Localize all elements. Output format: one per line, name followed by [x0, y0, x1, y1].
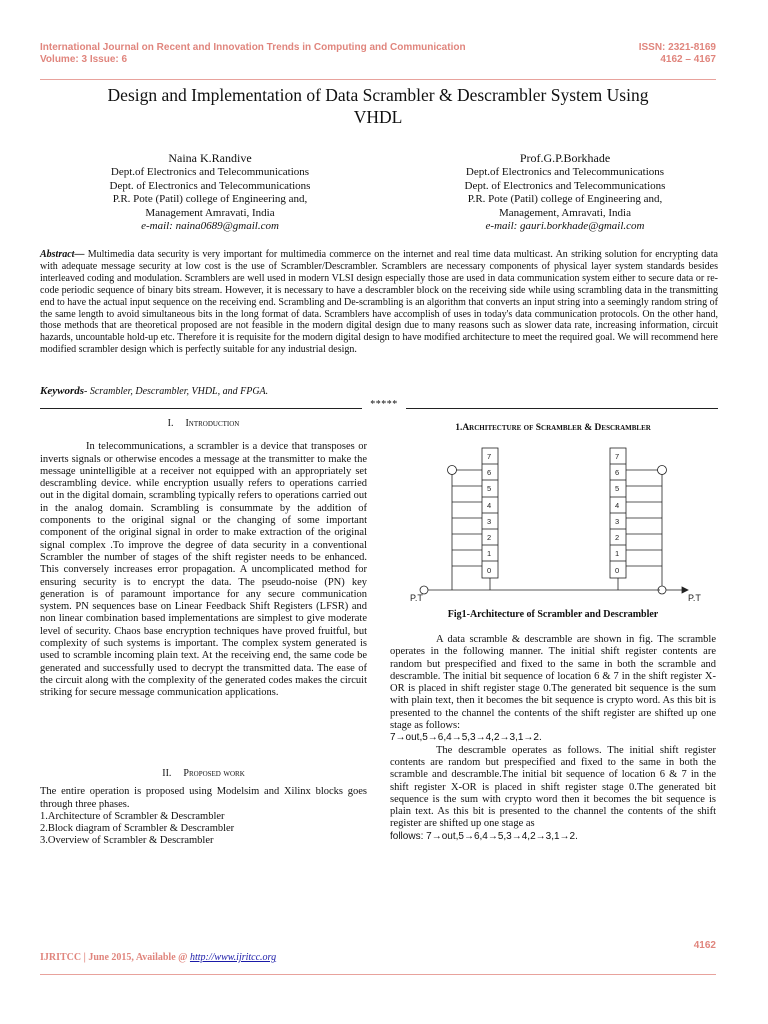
stage-label: 0	[487, 566, 492, 575]
footer-divider	[40, 974, 716, 975]
author-dept: Dept.of Electronics and Telecommunications	[110, 166, 310, 178]
author-college: Management Amravati, India	[145, 206, 275, 219]
proposed-work-intro: The entire operation is proposed using Modelsim and Xilinx blocks goes through three phases.	[40, 786, 367, 810]
footer-text: IJRITCC | June 2015, Available @	[40, 952, 190, 963]
volume-issue: Volume: 3 Issue: 6	[40, 54, 128, 65]
author-block-1	[70, 150, 350, 234]
stage-label: 3	[487, 517, 492, 526]
section-separator	[40, 399, 718, 411]
descramble-text: The descramble operates as follows. The initial shift register contents are random but prespecified and fixed to the same in both the scramble and descramble.The initial bit sequence of location 6 & 7 in the shift register X-OR is placed in shift register stage 0.The generated bit sequence is the sum with crypto word then it becomes the bit sequence is plain text. As this bit is presented to the channel the contents of the shift register are shifted up one stage as	[390, 744, 716, 830]
architecture-description	[390, 634, 716, 843]
header-divider	[40, 79, 716, 80]
author-name: Naina K.Randive	[168, 151, 252, 165]
abstract-label: Abstract—	[40, 249, 85, 260]
section-title: Proposed work	[183, 768, 245, 779]
plaintext-output-label: P.T	[688, 593, 701, 603]
stage-label: 1	[487, 549, 492, 558]
stage-label: 6	[487, 468, 492, 477]
title-line-1: Design and Implementation of Data Scrambler & Descrambler System Using	[107, 85, 649, 105]
issn: ISSN: 2321-8169	[638, 42, 716, 53]
section-heading	[40, 418, 367, 430]
stage-label: 2	[615, 533, 620, 542]
stage-label: 6	[615, 468, 620, 477]
section-number: II.	[162, 768, 172, 779]
phase-item: 3.Overview of Scrambler & Descrambler	[40, 835, 214, 847]
phase-item: 1.Architecture of Scrambler & Descrambler	[40, 810, 225, 822]
author-name: Prof.G.P.Borkhade	[519, 151, 611, 165]
author-email: e-mail: naina0689@gmail.com	[141, 220, 279, 233]
title-line-2: VHDL	[353, 107, 403, 127]
separator-line-right	[406, 408, 718, 409]
shift-sequence: 7→out,5→6,4→5,3→4,2→3,1→2.	[423, 830, 578, 842]
journal-info	[40, 42, 466, 66]
stage-label: 3	[615, 517, 620, 526]
scrambler-diagram	[420, 448, 688, 594]
section-title: Introduction	[185, 418, 240, 429]
section-number: I.	[167, 418, 174, 429]
page-number: 4162	[693, 940, 716, 951]
figure-caption: Fig1-Architecture of Scrambler and Descrambler	[447, 609, 659, 620]
register-stage-labels	[487, 452, 619, 575]
descramble-description	[390, 745, 716, 843]
architecture-section	[390, 418, 716, 434]
author-block-2	[420, 150, 710, 234]
stage-label: 7	[615, 452, 620, 461]
architecture-heading: 1.Architecture of Scrambler & Descrambler	[455, 423, 651, 433]
author-college: P.R. Pote (Patil) college of Engineering and,	[112, 193, 308, 206]
stage-label: 1	[615, 549, 620, 558]
shift-sequence: 7→out,5→6,4→5,3→4,2→3,1→2.	[390, 732, 542, 744]
keywords-label: Keywords	[40, 385, 84, 397]
stage-label: 5	[487, 484, 492, 493]
scramble-description	[390, 634, 716, 745]
separator-stars: *****	[370, 399, 398, 410]
keywords	[40, 385, 718, 398]
author-email: e-mail: gauri.borkhade@gmail.com	[485, 220, 645, 233]
proposed-work-section	[40, 768, 367, 848]
stage-label: 7	[487, 452, 492, 461]
journal-website-link[interactable]: http://www.ijritcc.org	[189, 952, 277, 963]
scramble-text: A data scramble & descramble are shown in fig. The scramble operates in the following manner. The initial shift register contents are random but prespecified and fixed to the same in both the scramble and descramble. The initial bit sequence of location 6 & 7 in the shift register X-OR is placed in shift register stage 0.The generated bit sequence is the sum with plain text, then it becomes the bit sequence is crypto word. As this bit is presented to the channel the contents of the shift register are shifted up one stage as follows:	[390, 634, 716, 732]
stage-label: 2	[487, 533, 492, 542]
journal-name: International Journal on Recent and Innovation Trends in Computing and Communication	[40, 42, 466, 53]
paper-title	[40, 84, 716, 128]
xor-gate-icon	[448, 466, 457, 475]
section-heading	[40, 768, 367, 780]
stage-label: 0	[615, 566, 620, 575]
shift-sequence-label: follows:	[390, 830, 424, 842]
author-dept: Dept.of Electronics and Telecommunications	[465, 166, 665, 178]
keywords-text: - Scrambler, Descrambler, VHDL, and FPGA.	[84, 386, 269, 397]
separator-line-left	[40, 408, 362, 409]
author-dept: Dept. of Electronics and Telecommunications	[109, 179, 311, 192]
phase-item: 2.Block diagram of Scrambler & Descrambler	[40, 823, 235, 835]
issn-info	[639, 42, 716, 66]
author-college: P.R. Pote (Patil) college of Engineering and,	[467, 193, 663, 206]
introduction-text: In telecommunications, a scrambler is a device that transposes or inverts signals or otherwise encodes a message at the transmitter to make the message unintelligible at a receiver not equipped with an appropriately set descrambling device. while encryption usually refers to operations carried out in the digital domain, scrambling typically refers to operations carried out in the analog domain. Scrambling is consummate by the addition of components to the original signal or the changing of some important component of the original signal in order to make extraction of the original signal complex .To improve the degree of data security in a conventional Scrambler the number of stages of the shift register needs to be enhanced. This conversely increases error propagation. A uncomplicated method for ensuring security is to encrypt the data. The pseudo-noise (PN) key generation is of paramount importance for any secure communication system. PN sequences base on Linear Feedback Shift Registers (LFSR) and non linear combination based implementations are simplest to give moderate level of security. Chaos base encryption techniques have proved fruitful, but complexity of such systems is important. The complex system generated is used to scramble incoming plain text. At the receiving end, the same code be generated and successfully used to decrypt the transmitted data. The ease of the circuit along with the complexity of the generated codes makes the circuit striking for secure message communication applications.	[40, 441, 367, 699]
stage-label: 4	[615, 501, 620, 510]
stage-label: 4	[487, 501, 492, 510]
abstract-text: Multimedia data security is very important for multimedia commerce on the internet and real time data multicast. An striking solution for encrypting data with adequate message security at low cost is the use of Scrambler/Descrambler. Scramblers are necessary components of physical layer system standards besides interleaved coding and modulation. Scramblers are well used in modern VLSI design especially those are used in data communication system either to secure data or re-code periodic sequence of binary bits stream. However, it is necessary to have a descrambler block on the receiving side while using scrambling data in the transmitting end to have the actual input sequence on the receiving end. Scrambling and De-scrambling is an algorithm that converts an input string into a seemingly random string of the same length to avoid simultaneous bits in the long format of data. Scramblers have accomplish of uses in today's data communication protocols. On the other hand, those methods that are theoretical proposed are not feasible in the modern digital design due to many reasons such as slower data rate, increasing information, circuit hazards, uncountable hold-up etc. Therefore it is requisite for the modern digital design to have modified architecture to meet the required goal. We will recommend here modified scrambler design which is perfectly suitable for any industrial design.	[40, 249, 718, 356]
scrambler-architecture-diagram	[410, 440, 710, 610]
footer-citation	[40, 952, 276, 963]
page-range: 4162 – 4167	[660, 54, 716, 65]
author-college: Management, Amravati, India	[499, 206, 631, 219]
stage-label: 5	[615, 484, 620, 493]
abstract	[40, 249, 718, 356]
plaintext-input-label: P.T	[410, 593, 423, 603]
xor-gate-icon	[658, 466, 667, 475]
author-dept: Dept. of Electronics and Telecommunications	[464, 179, 666, 192]
journal-header	[40, 42, 716, 72]
introduction-section	[40, 418, 367, 700]
